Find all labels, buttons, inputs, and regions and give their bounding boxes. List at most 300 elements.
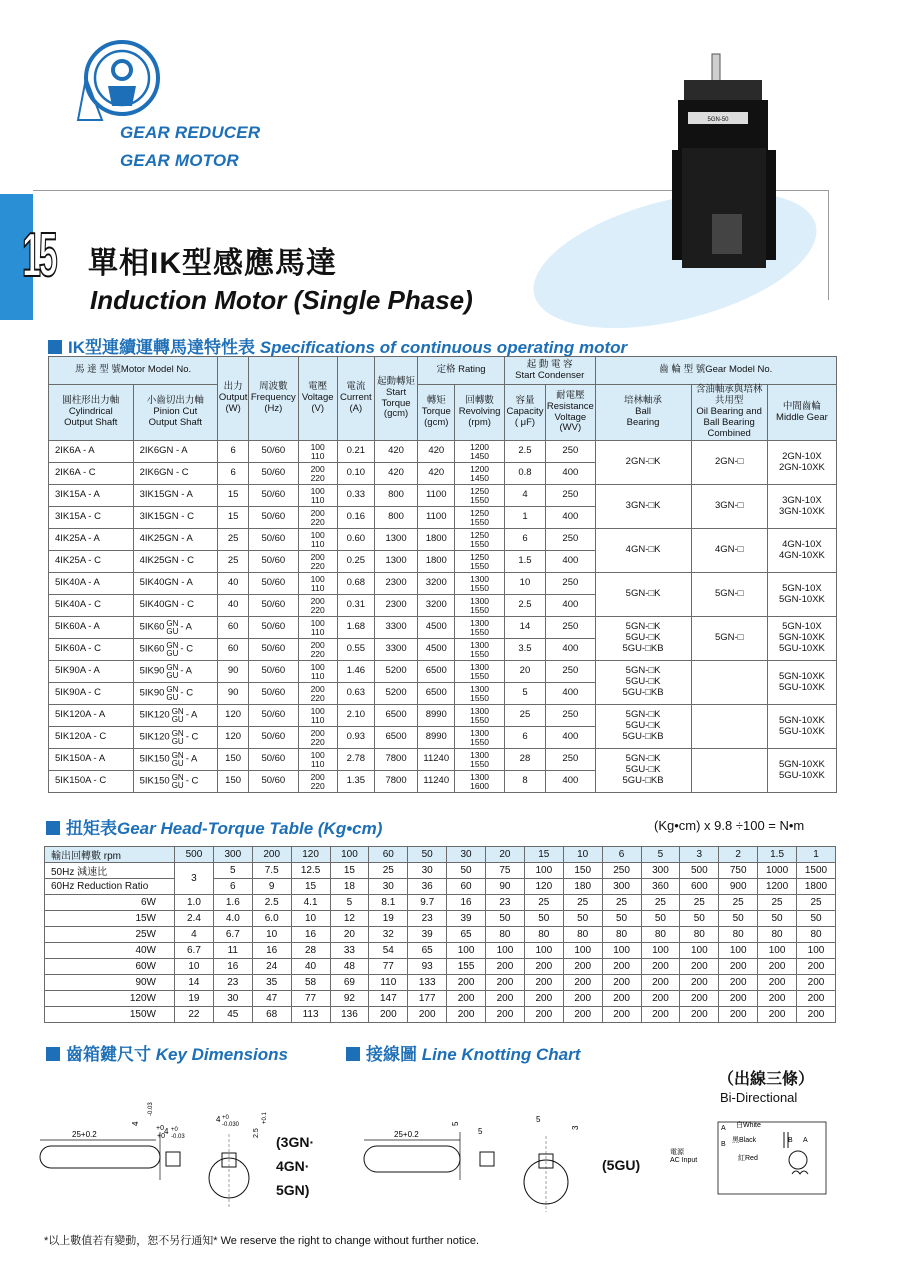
cell-revolving: 1300 1550	[455, 705, 505, 727]
power-zh: 電源	[670, 1149, 684, 1156]
torque-value-cell: 11	[213, 943, 252, 959]
cell-pinion-shaft: 3IK15GN - C	[133, 507, 218, 529]
torque-ratio50-cell: 250	[602, 863, 641, 879]
torque-value-cell: 77	[369, 959, 408, 975]
cell-torque: 420	[418, 441, 455, 463]
torque-value-cell: 100	[447, 943, 486, 959]
cell-resistance: 400	[546, 551, 596, 573]
torque-value-cell: 25	[719, 895, 758, 911]
cell-round-shaft: 5IK90A - C	[49, 683, 134, 705]
torque-value-cell: 200	[524, 975, 563, 991]
cell-voltage: 100 110	[298, 661, 337, 683]
key-depth-tol: +0.1	[262, 1112, 268, 1124]
torque-value-cell: 200	[524, 991, 563, 1007]
cell-capacity: 28	[504, 749, 545, 771]
cell-voltage: 100 110	[298, 529, 337, 551]
torque-value-cell: 2.4	[175, 911, 214, 927]
cell-frequency: 50/60	[249, 617, 299, 639]
cell-torque: 1800	[418, 529, 455, 551]
motor-nameplate-label: 5GN-50	[707, 117, 729, 123]
cell-resistance: 250	[546, 705, 596, 727]
torque-value-cell: 10	[252, 927, 291, 943]
cell-torque: 4500	[418, 639, 455, 661]
torque-value-cell: 100	[563, 943, 602, 959]
torque-value-cell: 80	[758, 927, 797, 943]
torque-value-cell: 77	[291, 991, 330, 1007]
torque-value-cell: 25	[680, 895, 719, 911]
spec-head-condenser: 起 動 電 容 Start Condenser	[504, 357, 595, 385]
torque-value-cell: 9.7	[408, 895, 447, 911]
key-width-label: 4	[164, 1127, 169, 1136]
torque-value-cell: 200	[797, 1007, 836, 1023]
cell-round-shaft: 4IK25A - A	[49, 529, 134, 551]
torque-value-cell: 50	[797, 911, 836, 927]
cell-start-torque: 5200	[374, 683, 417, 705]
torque-value-cell: 80	[563, 927, 602, 943]
torque-value-cell: 1.6	[213, 895, 252, 911]
cell-pinion-shaft: 5IK150 GN GU - C	[133, 771, 218, 793]
torque-rpm-cell: 300	[213, 847, 252, 863]
key-section-heading: 齒箱鍵尺寸 Key Dimensions	[46, 1040, 288, 1065]
cell-current: 2.10	[337, 705, 374, 727]
torque-value-cell: 80	[641, 927, 680, 943]
cell-start-torque: 3300	[374, 617, 417, 639]
cell-voltage: 100 110	[298, 617, 337, 639]
cell-resistance: 250	[546, 573, 596, 595]
key-dimension-drawing-gn	[36, 1100, 271, 1215]
cell-start-torque: 1300	[374, 529, 417, 551]
torque-value-cell: 177	[408, 991, 447, 1007]
torque-value-cell: 80	[719, 927, 758, 943]
cell-oil-bearing	[691, 705, 767, 749]
cell-torque: 6500	[418, 661, 455, 683]
torque-value-cell: 10	[175, 959, 214, 975]
torque-value-cell: 16	[291, 927, 330, 943]
torque-ratio60-cell: 36	[408, 879, 447, 895]
torque-value-cell: 200	[486, 991, 525, 1007]
spec-head-round-shaft: 圓柱形出力軸 Cylindrical Output Shaft	[49, 385, 134, 441]
torque-ratio50-cell: 12.5	[291, 863, 330, 879]
cell-start-torque: 6500	[374, 727, 417, 749]
cell-current: 0.93	[337, 727, 374, 749]
cell-start-torque: 6500	[374, 705, 417, 727]
cell-torque: 1100	[418, 485, 455, 507]
torque-ratio60-cell: 9	[252, 879, 291, 895]
key-width2-tol1: +0	[222, 1115, 229, 1121]
torque-ratio60-cell: 15	[291, 879, 330, 895]
cell-capacity: 2.5	[504, 595, 545, 617]
torque-ratio60-cell: 60	[447, 879, 486, 895]
cell-pinion-shaft: 5IK150 GN GU - A	[133, 749, 218, 771]
torque-value-cell: 4.0	[213, 911, 252, 927]
torque-ratio60-cell: 300	[602, 879, 641, 895]
torque-value-cell: 100	[680, 943, 719, 959]
torque-value-cell: 6.7	[213, 927, 252, 943]
torque-row	[45, 1007, 836, 1023]
torque-rpm-row	[45, 847, 836, 863]
torque-rpm-cell: 30	[447, 847, 486, 863]
line-section-heading: 接線圖 Line Knotting Chart	[346, 1040, 580, 1065]
cell-frequency: 50/60	[249, 683, 299, 705]
cell-round-shaft: 4IK25A - C	[49, 551, 134, 573]
torque-ratio50-cell: 1500	[797, 863, 836, 879]
cell-pinion-shaft: 5IK90 GN GU - C	[133, 683, 218, 705]
torque-value-cell: 12	[330, 911, 369, 927]
torque-value-cell: 25	[758, 895, 797, 911]
cell-ball-bearing: 5GN-□K 5GU-□K 5GU-□KB	[595, 705, 691, 749]
torque-row	[45, 959, 836, 975]
torque-rpm-cell: 3	[680, 847, 719, 863]
cell-output: 15	[218, 507, 249, 529]
torque-value-cell: 65	[447, 927, 486, 943]
cell-voltage: 200 220	[298, 727, 337, 749]
cell-start-torque: 2300	[374, 573, 417, 595]
torque-value-cell: 80	[797, 927, 836, 943]
spec-head-voltage: 電壓 Voltage (V)	[298, 357, 337, 441]
spec-row	[49, 441, 837, 463]
torque-row	[45, 911, 836, 927]
spec-row	[49, 705, 837, 727]
torque-value-cell: 39	[447, 911, 486, 927]
cell-current: 0.60	[337, 529, 374, 551]
key-height-label: 4	[131, 1121, 140, 1126]
cell-round-shaft: 3IK15A - A	[49, 485, 134, 507]
cell-current: 0.63	[337, 683, 374, 705]
spec-head-start-torque: 起動轉矩 Start Torque (gcm)	[374, 357, 417, 441]
torque-value-cell: 200	[797, 975, 836, 991]
cell-round-shaft: 5IK60A - C	[49, 639, 134, 661]
cell-revolving: 1300 1550	[455, 683, 505, 705]
torque-ratio60-cell: 1800	[797, 879, 836, 895]
cell-torque: 4500	[418, 617, 455, 639]
torque-value-cell: 200	[447, 1007, 486, 1023]
cell-oil-bearing: 5GN-□	[691, 617, 767, 661]
torque-rpm-cell: 120	[291, 847, 330, 863]
cell-output: 150	[218, 771, 249, 793]
cell-frequency: 50/60	[249, 529, 299, 551]
key-dimension-drawing-gu	[360, 1100, 590, 1215]
cell-pinion-shaft: 2IK6GN - C	[133, 463, 218, 485]
cell-resistance: 400	[546, 463, 596, 485]
cell-round-shaft: 5IK150A - A	[49, 749, 134, 771]
cell-revolving: 1200 1450	[455, 441, 505, 463]
brand-line-2: GEAR MOTOR	[120, 151, 239, 170]
torque-row-label: 150W	[45, 1007, 175, 1023]
torque-value-cell: 200	[719, 959, 758, 975]
key-tol-top2: +0	[157, 1133, 165, 1140]
cell-start-torque: 3300	[374, 639, 417, 661]
cell-revolving: 1300 1550	[455, 573, 505, 595]
torque-rpm-cell: 60	[369, 847, 408, 863]
torque-value-cell: 69	[330, 975, 369, 991]
torque-ratio50-cell: 75	[486, 863, 525, 879]
cell-resistance: 400	[546, 727, 596, 749]
torque-value-cell: 25	[602, 895, 641, 911]
cell-current: 0.33	[337, 485, 374, 507]
torque-value-cell: 110	[369, 975, 408, 991]
torque-value-cell: 100	[641, 943, 680, 959]
cell-revolving: 1300 1550	[455, 661, 505, 683]
section-bullet	[46, 821, 60, 835]
cell-frequency: 50/60	[249, 727, 299, 749]
cell-current: 1.46	[337, 661, 374, 683]
cell-oil-bearing	[691, 749, 767, 793]
cell-middle-gear: 5GN-10X 5GN-10XK	[767, 573, 836, 617]
cell-torque: 1800	[418, 551, 455, 573]
cell-current: 0.31	[337, 595, 374, 617]
cell-pinion-shaft: 2IK6GN - A	[133, 441, 218, 463]
torque-row-label: 60W	[45, 959, 175, 975]
cell-oil-bearing: 5GN-□	[691, 573, 767, 617]
torque-value-cell: 100	[524, 943, 563, 959]
power-en: AC Input	[670, 1157, 698, 1164]
cell-revolving: 1200 1450	[455, 463, 505, 485]
cell-voltage: 200 220	[298, 683, 337, 705]
torque-value-cell: 65	[408, 943, 447, 959]
cell-frequency: 50/60	[249, 639, 299, 661]
cell-pinion-shaft: 5IK60 GN GU - A	[133, 617, 218, 639]
cell-resistance: 250	[546, 441, 596, 463]
torque-value-cell: 200	[602, 959, 641, 975]
torque-ratio60-row	[45, 879, 836, 895]
cell-middle-gear: 4GN-10X 4GN-10XK	[767, 529, 836, 573]
spec-head-ball-bearing: 培林軸承 Ball Bearing	[595, 385, 691, 441]
cell-start-torque: 7800	[374, 749, 417, 771]
torque-value-cell: 50	[486, 911, 525, 927]
cell-start-torque: 800	[374, 507, 417, 529]
spec-head-pinion-shaft: 小齒切出力軸 Pinion Cut Output Shaft	[133, 385, 218, 441]
spec-head-frequency: 周波數 Frequency (Hz)	[249, 357, 299, 441]
page-title-zh: 單相IK型感應馬達	[88, 247, 337, 280]
cell-torque: 1100	[418, 507, 455, 529]
torque-value-cell: 32	[369, 927, 408, 943]
torque-row	[45, 927, 836, 943]
cell-resistance: 250	[546, 749, 596, 771]
torque-value-cell: 23	[408, 911, 447, 927]
cell-capacity: 20	[504, 661, 545, 683]
cell-resistance: 250	[546, 661, 596, 683]
torque-ratio50-label: 50Hz 減速比	[45, 863, 175, 879]
torque-rpm-label: 輸出回轉數 rpm	[45, 847, 175, 863]
cell-capacity: 1.5	[504, 551, 545, 573]
cell-oil-bearing: 3GN-□	[691, 485, 767, 529]
torque-ratio50-cell: 750	[719, 863, 758, 879]
wiring-diagram	[668, 1112, 838, 1202]
torque-row-label: 90W	[45, 975, 175, 991]
torque-value-cell: 39	[408, 927, 447, 943]
spec-row	[49, 529, 837, 551]
cell-revolving: 1250 1550	[455, 551, 505, 573]
cell-middle-gear: 5GN-10XK 5GU-10XK	[767, 749, 836, 793]
wire-black: 黑Black	[732, 1137, 757, 1144]
cell-torque: 8990	[418, 705, 455, 727]
torque-row-label: 6W	[45, 895, 175, 911]
motor-photo	[670, 50, 790, 270]
torque-rpm-cell: 10	[563, 847, 602, 863]
spec-head-oil-bearing: 含油軸承與培林共用型 Oil Bearing and Ball Bearing Combined	[691, 385, 767, 441]
torque-table	[44, 846, 836, 1023]
torque-value-cell: 16	[252, 943, 291, 959]
cell-capacity: 10	[504, 573, 545, 595]
torque-value-cell: 16	[213, 959, 252, 975]
torque-ratio50-cell: 100	[524, 863, 563, 879]
cell-start-torque: 7800	[374, 771, 417, 793]
cell-start-torque: 800	[374, 485, 417, 507]
cell-torque: 3200	[418, 573, 455, 595]
cell-resistance: 400	[546, 683, 596, 705]
cell-revolving: 1300 1550	[455, 639, 505, 661]
torque-ratio50-cell: 25	[369, 863, 408, 879]
torque-value-cell: 22	[175, 1007, 214, 1023]
torque-value-cell: 80	[524, 927, 563, 943]
cell-voltage: 100 110	[298, 749, 337, 771]
cell-output: 90	[218, 661, 249, 683]
spec-head-current: 電流 Current (A)	[337, 357, 374, 441]
torque-value-cell: 200	[641, 1007, 680, 1023]
torque-value-cell: 80	[486, 927, 525, 943]
cell-current: 0.55	[337, 639, 374, 661]
cell-output: 25	[218, 551, 249, 573]
cell-pinion-shaft: 4IK25GN - A	[133, 529, 218, 551]
torque-value-cell: 48	[330, 959, 369, 975]
cell-frequency: 50/60	[249, 507, 299, 529]
cell-round-shaft: 5IK60A - A	[49, 617, 134, 639]
torque-value-cell: 200	[719, 991, 758, 1007]
torque-value-cell: 200	[719, 975, 758, 991]
torque-rpm-cell: 1	[797, 847, 836, 863]
torque-value-cell: 54	[369, 943, 408, 959]
torque-row-label: 40W	[45, 943, 175, 959]
page-title-en: Induction Motor (Single Phase)	[90, 285, 473, 315]
torque-value-cell: 200	[602, 975, 641, 991]
cell-oil-bearing: 2GN-□	[691, 441, 767, 485]
cell-start-torque: 420	[374, 441, 417, 463]
cell-ball-bearing: 5GN-□K 5GU-□K 5GU-□KB	[595, 617, 691, 661]
torque-value-cell: 16	[447, 895, 486, 911]
torque-value-cell: 23	[213, 975, 252, 991]
cell-pinion-shaft: 3IK15GN - A	[133, 485, 218, 507]
torque-value-cell: 25	[797, 895, 836, 911]
torque-ratio60-cell: 30	[369, 879, 408, 895]
torque-row-label: 120W	[45, 991, 175, 1007]
key-height-tol: -0.03	[148, 1102, 154, 1116]
cell-pinion-shaft: 5IK90 GN GU - A	[133, 661, 218, 683]
torque-ratio60-cell: 18	[330, 879, 369, 895]
cell-torque: 8990	[418, 727, 455, 749]
spec-head-torque: 轉矩 Torque (gcm)	[418, 385, 455, 441]
torque-value-cell: 200	[408, 1007, 447, 1023]
cell-pinion-shaft: 5IK40GN - C	[133, 595, 218, 617]
torque-value-cell: 25	[524, 895, 563, 911]
cell-capacity: 0.8	[504, 463, 545, 485]
torque-rpm-cell: 500	[175, 847, 214, 863]
spec-head-gear: 齒 輪 型 號Gear Model No.	[595, 357, 836, 385]
torque-ratio60-cell: 1200	[758, 879, 797, 895]
cell-capacity: 1	[504, 507, 545, 529]
cell-pinion-shaft: 5IK40GN - A	[133, 573, 218, 595]
torque-ratio50-cell: 500	[680, 863, 719, 879]
cell-pinion-shaft: 5IK120 GN GU - C	[133, 727, 218, 749]
spec-head-middle-gear: 中間齒輪 Middle Gear	[767, 385, 836, 441]
cell-start-torque: 5200	[374, 661, 417, 683]
torque-row-label: 15W	[45, 911, 175, 927]
torque-ratio50-cell: 5	[213, 863, 252, 879]
cell-torque: 11240	[418, 771, 455, 793]
torque-value-cell: 200	[563, 975, 602, 991]
cell-ball-bearing: 5GN-□K 5GU-□K 5GU-□KB	[595, 749, 691, 793]
torque-value-cell: 23	[486, 895, 525, 911]
cell-current: 2.78	[337, 749, 374, 771]
cell-output: 120	[218, 727, 249, 749]
cap-b: B	[788, 1137, 793, 1144]
spec-section-heading: IK型連續運轉馬達特性表 Specifications of continuous operating motor	[48, 333, 627, 358]
cell-frequency: 50/60	[249, 661, 299, 683]
cell-output: 6	[218, 463, 249, 485]
section-bullet	[46, 1047, 60, 1061]
torque-value-cell: 200	[563, 1007, 602, 1023]
spec-row	[49, 485, 837, 507]
torque-ratio50-cell: 50	[447, 863, 486, 879]
company-logo	[72, 36, 172, 132]
torque-value-cell: 200	[563, 991, 602, 1007]
cell-output: 25	[218, 529, 249, 551]
spec-row	[49, 661, 837, 683]
cell-frequency: 50/60	[249, 771, 299, 793]
key-width-tol1: +0	[171, 1127, 178, 1133]
cell-torque: 11240	[418, 749, 455, 771]
torque-value-cell: 28	[291, 943, 330, 959]
section-bullet	[48, 340, 62, 354]
torque-value-cell: 100	[797, 943, 836, 959]
torque-rpm-cell: 5	[641, 847, 680, 863]
torque-value-cell: 50	[602, 911, 641, 927]
cell-ball-bearing: 3GN-□K	[595, 485, 691, 529]
torque-ratio50-cell: 7.5	[252, 863, 291, 879]
terminal-a: A	[721, 1125, 726, 1132]
cell-round-shaft: 5IK120A - C	[49, 727, 134, 749]
cell-resistance: 400	[546, 639, 596, 661]
torque-value-cell: 100	[758, 943, 797, 959]
torque-ratio60-cell: 6	[213, 879, 252, 895]
torque-value-cell: 200	[524, 959, 563, 975]
cell-middle-gear: 5GN-10X 5GN-10XK 5GU-10XK	[767, 617, 836, 661]
torque-value-cell: 93	[408, 959, 447, 975]
cell-frequency: 50/60	[249, 551, 299, 573]
torque-value-cell: 35	[252, 975, 291, 991]
torque-rpm-cell: 1.5	[758, 847, 797, 863]
torque-rpm-cell: 50	[408, 847, 447, 863]
torque-value-cell: 50	[563, 911, 602, 927]
key-models-gn: (3GN· 4GN· 5GN)	[276, 1134, 315, 1198]
torque-value-cell: 200	[524, 1007, 563, 1023]
torque-value-cell: 133	[408, 975, 447, 991]
cell-middle-gear: 2GN-10X 2GN-10XK	[767, 441, 836, 485]
cell-current: 0.68	[337, 573, 374, 595]
key2-depth-label: 3	[571, 1125, 580, 1130]
cell-revolving: 1300 1550	[455, 595, 505, 617]
key2-width2-label: 5	[536, 1115, 541, 1124]
cell-ball-bearing: 5GN-□K	[595, 573, 691, 617]
torque-ratio50-cell: 30	[408, 863, 447, 879]
spec-table	[48, 356, 837, 793]
cell-oil-bearing: 4GN-□	[691, 529, 767, 573]
cell-voltage: 200 220	[298, 551, 337, 573]
cell-current: 1.35	[337, 771, 374, 793]
torque-value-cell: 200	[641, 959, 680, 975]
key-width2-label: 4	[216, 1115, 221, 1124]
torque-section-heading: 扭矩表Gear Head-Torque Table (Kg•cm)	[46, 814, 382, 839]
torque-row	[45, 943, 836, 959]
